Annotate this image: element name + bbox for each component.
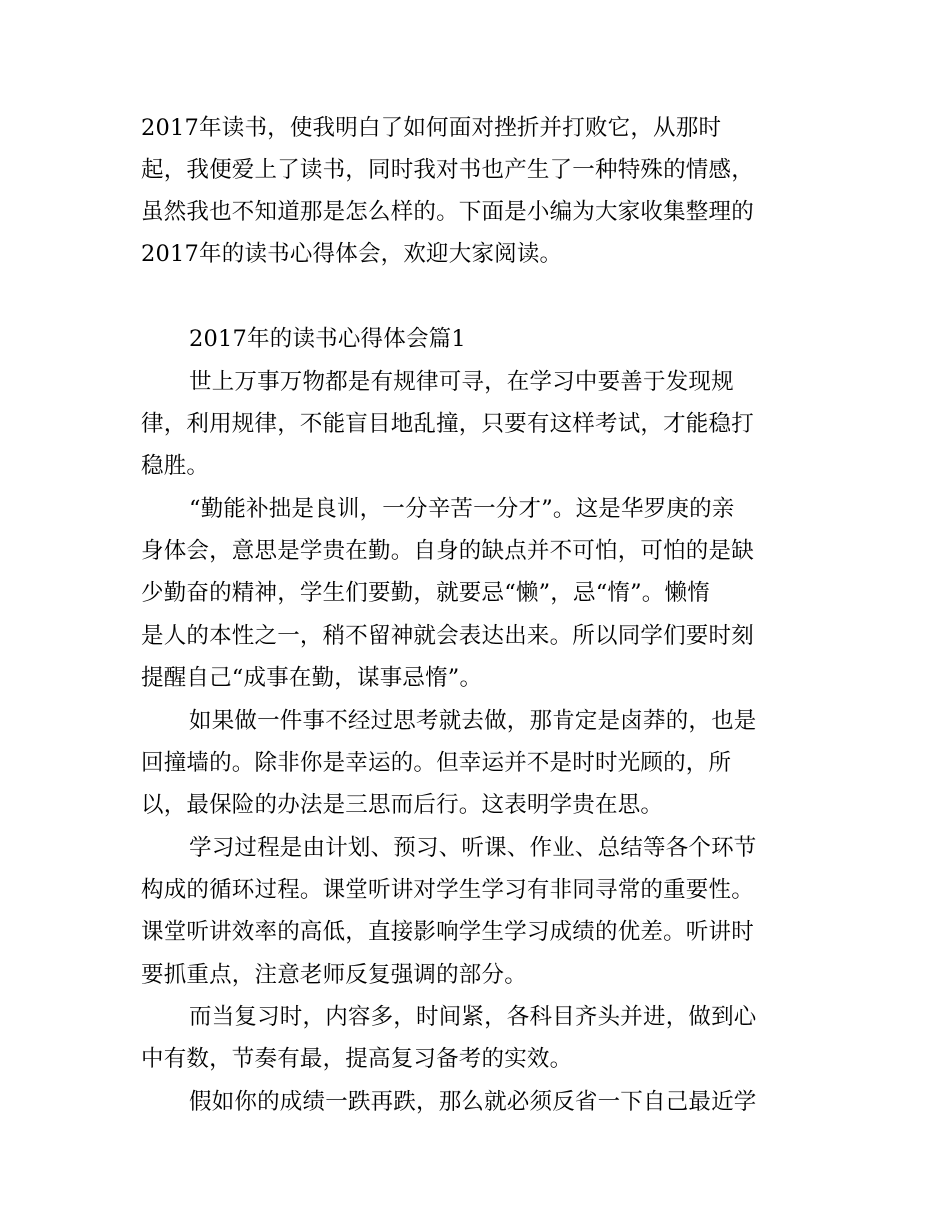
paragraph-line: 以，最保险的办法是三思而后行。这表明学贵在思。 xyxy=(141,792,664,818)
paragraph-line: 而当复习时，内容多，时间紧，各科目齐头并进，做到心 xyxy=(189,1004,757,1030)
intro-line-1: 2017年读书，使我明白了如何面对挫折并打败它，从那时 xyxy=(141,115,722,141)
paragraph-line: 回撞墙的。除非你是幸运的。但幸运并不是时时光顾的，所 xyxy=(141,750,732,776)
paragraph-line: “勤能补拙是良训，一分辛苦一分才”。这是华罗庚的亲 xyxy=(189,496,735,522)
paragraph-line: 构成的循环过程。课堂听讲对学生学习有非同寻常的重要性。 xyxy=(141,877,754,903)
intro-line-3: 虽然我也不知道那是怎么样的。下面是小编为大家收集整理的 xyxy=(141,199,754,225)
paragraph-line: 身体会，意思是学贵在勤。自身的缺点并不可怕，可怕的是缺 xyxy=(141,538,754,564)
paragraph-line: 如果做一件事不经过思考就去做，那肯定是卤莽的，也是 xyxy=(189,708,757,734)
paragraph-line: 世上万事万物都是有规律可寻，在学习中要善于发现规 xyxy=(189,369,734,395)
paragraph-line: 中有数，节奏有最，提高复习备考的实效。 xyxy=(141,1046,573,1072)
paragraph-line: 提醒自己“成事在勤，谋事忌惰”。 xyxy=(141,665,483,691)
paragraph-line: 要抓重点，注意老师反复强调的部分。 xyxy=(141,962,527,988)
paragraph-line: 假如你的成绩一跌再跌，那么就必须反省一下自己最近学 xyxy=(189,1089,757,1115)
paragraph-line: 学习过程是由计划、预习、听课、作业、总结等各个环节 xyxy=(189,835,757,861)
paragraph-line: 课堂听讲效率的高低，直接影响学生学习成绩的优差。听讲时 xyxy=(141,919,754,945)
paragraph-line: 稳胜。 xyxy=(141,453,210,479)
paragraph-line: 是人的本性之一，稍不留神就会表达出来。所以同学们要时刻 xyxy=(141,623,754,649)
section-heading: 2017年的读书心得体会篇1 xyxy=(189,326,466,352)
intro-line-2: 起，我便爱上了读书，同时我对书也产生了一种特殊的情感， xyxy=(141,157,754,183)
paragraph-line: 少勤奋的精神，学生们要勤，就要忌“懒”，忌“惰”。懒惰 xyxy=(141,580,710,606)
intro-line-4: 2017年的读书心得体会，欢迎大家阅读。 xyxy=(141,241,563,267)
paragraph-line: 律，利用规律，不能盲目地乱撞，只要有这样考试，才能稳打 xyxy=(141,411,754,437)
